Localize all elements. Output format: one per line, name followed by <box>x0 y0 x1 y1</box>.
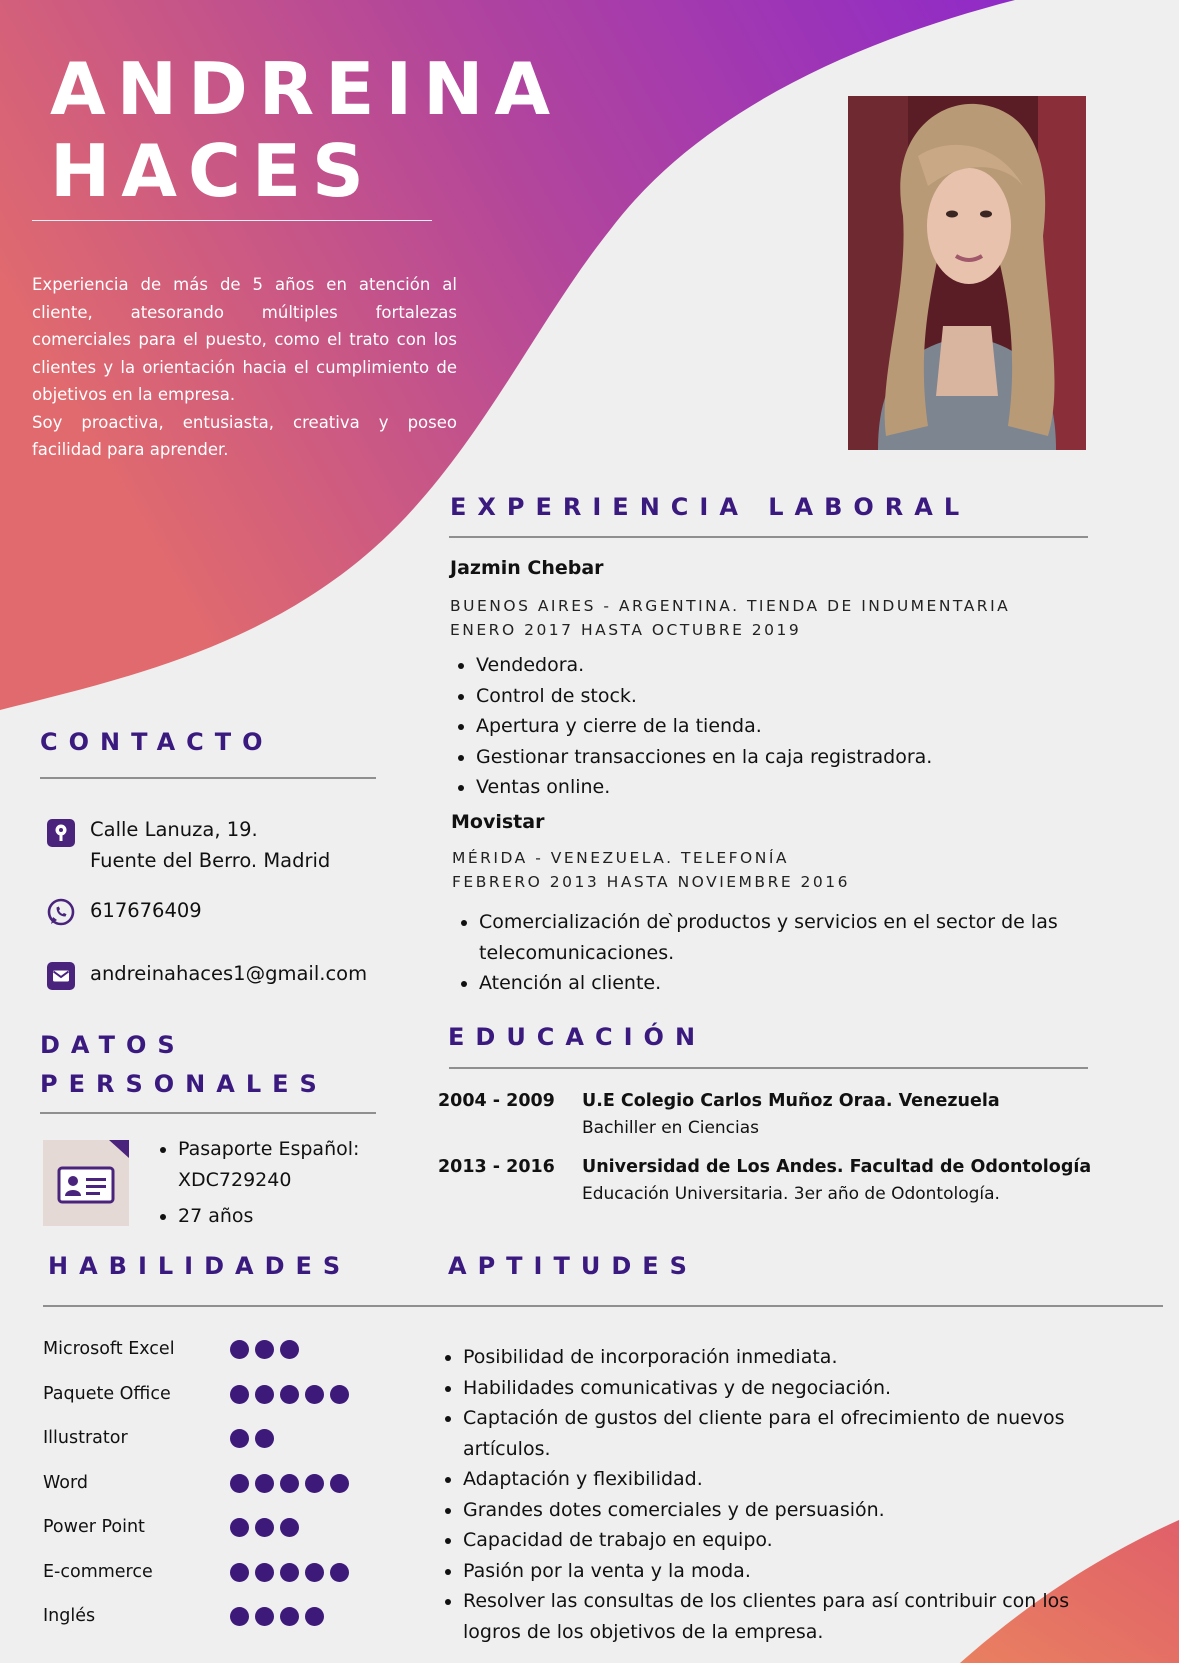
summary-paragraph: Experiencia de más de 5 años en atención al cliente, atesorando múltiples fortalezas comerciales para el puesto, como el trato con los clientes y la orientación hacia el cumplimiento de objetivos en la empresa. <box>32 275 457 404</box>
skill-level-dot <box>255 1563 274 1582</box>
last-name: HACES <box>50 129 375 213</box>
skill-level-dot <box>230 1474 249 1493</box>
skill-level-dot <box>280 1518 299 1537</box>
skill-level-dot <box>280 1607 299 1626</box>
personal-item: • Pasaporte Español: XDC729240 <box>178 1134 408 1195</box>
skill-level-dot <box>255 1429 274 1448</box>
skill-level-dot <box>305 1563 324 1582</box>
skill-level-dots <box>230 1607 330 1630</box>
skill-level-dot <box>330 1385 349 1404</box>
profile-photo <box>848 96 1086 450</box>
skill-name: E-commerce <box>43 1562 153 1582</box>
personal-title-line-1: DATOS <box>40 1031 186 1059</box>
job-location: MÉRIDA - VENEZUELA. TELEFONÍA <box>452 849 790 867</box>
skill-level-dot <box>230 1429 249 1448</box>
skill-level-dots <box>230 1385 355 1408</box>
skill-level-dot <box>280 1563 299 1582</box>
job-task: • Gestionar transacciones en la caja registradora. <box>476 742 1076 773</box>
aptitude-item: • Grandes dotes comerciales y de persuasión. <box>463 1495 1103 1526</box>
aptitude-item: • Pasión por la venta y la moda. <box>463 1556 1103 1587</box>
skill-level-dot <box>280 1340 299 1359</box>
phone-number[interactable]: 617676409 <box>90 899 202 922</box>
aptitudes-title: APTITUDES <box>448 1252 698 1280</box>
address-line-2: Fuente del Berro. Madrid <box>90 849 331 872</box>
contact-title: CONTACTO <box>40 728 274 756</box>
location-icon <box>47 819 75 847</box>
education-title: EDUCACIÓN <box>448 1023 707 1051</box>
skill-level-dot <box>255 1340 274 1359</box>
skill-name: Microsoft Excel <box>43 1339 175 1359</box>
education-years: 2004 - 2009 <box>438 1091 555 1111</box>
summary-paragraph: Soy proactiva, entusiasta, creativa y poseo facilidad para aprender. <box>32 412 457 459</box>
portrait-illustration <box>848 96 1086 450</box>
job-task: • Apertura y cierre de la tienda. <box>476 711 1076 742</box>
personal-list <box>152 1134 408 1232</box>
job-company: Jazmin Chebar <box>450 557 604 579</box>
skill-level-dot <box>305 1474 324 1493</box>
experience-rule <box>449 536 1088 538</box>
skills-title: HABILIDADES <box>48 1252 352 1280</box>
whatsapp-icon <box>46 897 76 927</box>
skill-level-dot <box>305 1607 324 1626</box>
email-icon <box>47 962 75 990</box>
profile-summary <box>32 271 457 464</box>
skill-level-dot <box>255 1518 274 1537</box>
personal-title-line-2: PERSONALES <box>40 1070 328 1098</box>
skill-level-dot <box>255 1474 274 1493</box>
skill-level-dot <box>330 1563 349 1582</box>
skill-level-dot <box>230 1340 249 1359</box>
skill-level-dots <box>230 1340 305 1363</box>
skill-level-dots <box>230 1474 355 1497</box>
personal-item: • 27 años <box>178 1201 408 1232</box>
skill-level-dot <box>280 1385 299 1404</box>
skill-level-dot <box>230 1385 249 1404</box>
skill-name: Power Point <box>43 1517 145 1537</box>
header-divider <box>32 220 432 221</box>
address-line-1: Calle Lanuza, 19. <box>90 818 258 841</box>
skill-level-dot <box>230 1518 249 1537</box>
aptitude-item: • Posibilidad de incorporación inmediata. <box>463 1342 1103 1373</box>
aptitude-item: • Adaptación y flexibilidad. <box>463 1464 1103 1495</box>
aptitude-item: • Captación de gustos del cliente para el ofrecimiento de nuevos artículos. <box>463 1403 1103 1464</box>
job-task: • Atención al cliente. <box>479 968 1059 999</box>
job-task: • Comercialización de ̀productos y servicios en el sector de las telecomunicaciones. <box>479 907 1059 968</box>
skill-level-dot <box>230 1563 249 1582</box>
job-company: Movistar <box>451 811 545 833</box>
aptitudes-list <box>437 1342 1103 1647</box>
first-name: ANDREINA <box>50 47 562 131</box>
job-task: • Ventas online. <box>476 772 1076 803</box>
aptitude-item: • Capacidad de trabajo en equipo. <box>463 1525 1103 1556</box>
education-school: U.E Colegio Carlos Muñoz Oraa. Venezuela <box>582 1091 1000 1111</box>
skill-level-dot <box>280 1474 299 1493</box>
job-task: • Control de stock. <box>476 681 1076 712</box>
skill-name: Word <box>43 1473 88 1493</box>
education-years: 2013 - 2016 <box>438 1157 555 1177</box>
skill-level-dot <box>305 1385 324 1404</box>
job-period: FEBRERO 2013 HASTA NOVIEMBRE 2016 <box>452 873 851 891</box>
education-degree: Educación Universitaria. 3er año de Odontología. <box>582 1184 1000 1204</box>
skill-name: Inglés <box>43 1606 96 1626</box>
skill-level-dots <box>230 1563 355 1586</box>
skill-level-dot <box>230 1607 249 1626</box>
experience-title: EXPERIENCIA LABORAL <box>450 493 971 521</box>
skill-level-dots <box>230 1429 280 1452</box>
contact-rule <box>40 777 376 779</box>
education-school: Universidad de Los Andes. Facultad de Odontología <box>582 1157 1092 1177</box>
skill-name: Paquete Office <box>43 1384 171 1404</box>
job-location: BUENOS AIRES - ARGENTINA. TIENDA DE INDUMENTARIA <box>450 597 1011 615</box>
skills-rule <box>43 1305 1163 1307</box>
job-task-list <box>450 650 1076 803</box>
job-task: • Vendedora. <box>476 650 1076 681</box>
job-task-list <box>453 907 1059 999</box>
education-rule <box>449 1067 1088 1069</box>
job-period: ENERO 2017 HASTA OCTUBRE 2019 <box>450 621 802 639</box>
skill-level-dot <box>255 1385 274 1404</box>
email-address[interactable]: andreinahaces1@gmail.com <box>90 962 368 985</box>
education-degree: Bachiller en Ciencias <box>582 1118 760 1138</box>
personal-rule <box>40 1112 376 1114</box>
skill-level-dots <box>230 1518 305 1541</box>
aptitude-item: • Resolver las consultas de los clientes para así contribuir con los logros de los objetivos de la empresa. <box>463 1586 1103 1647</box>
skill-name: Illustrator <box>43 1428 128 1448</box>
aptitude-item: • Habilidades comunicativas y de negociación. <box>463 1373 1103 1404</box>
skill-level-dot <box>255 1607 274 1626</box>
skill-level-dot <box>330 1474 349 1493</box>
id-card-icon <box>43 1140 129 1226</box>
